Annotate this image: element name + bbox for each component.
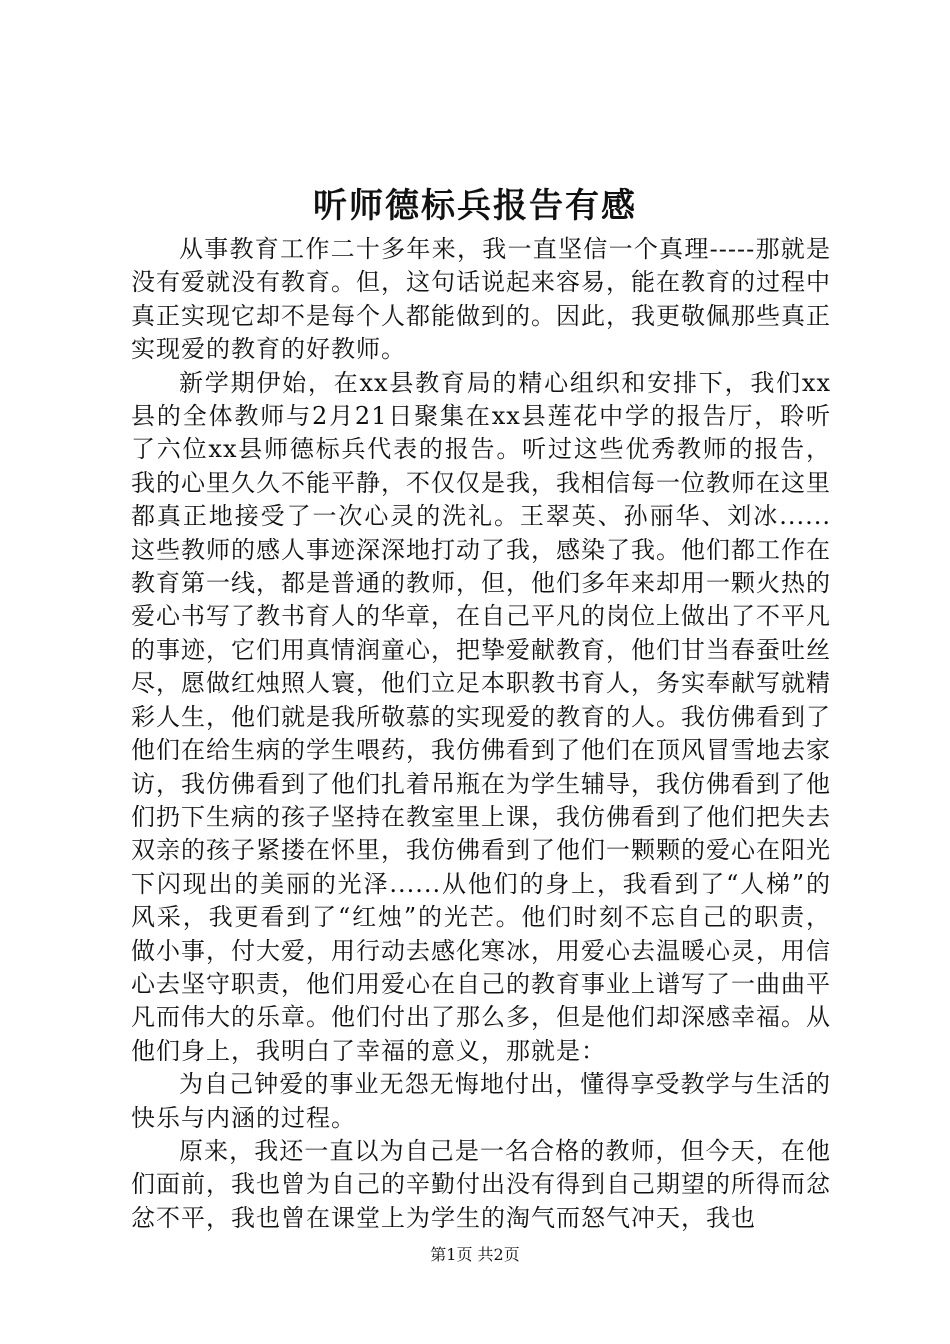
- document-body: [131, 233, 831, 1235]
- paragraph-4: 原来，我还一直以为自己是一名合格的教师，但今天，在他们面前，我也曾为自己的辛勤付出没有得到自己期望的所得而忿忿不平，我也曾在课堂上为学生的淘气而怒气冲天，我也: [131, 1136, 831, 1232]
- paragraph-1: 从事教育工作二十多年来，我一直坚信一个真理-----那就是没有爱就没有教育。但，这句话说起来容易，能在教育的过程中真正实现它却不是每个人都能做到的。因此，我更敬佩那些真正实现爱的教育的好教师。: [131, 235, 831, 364]
- document-title: 听师德标兵报告有感: [313, 186, 637, 226]
- paragraph-3: 为自己钟爱的事业无怨无悔地付出，懂得享受教学与生活的快乐与内涵的过程。: [131, 1070, 831, 1132]
- paragraph-2: 新学期伊始，在xx县教育局的精心组织和安排下，我们xx县的全体教师与2月21日聚集在xx县莲花中学的报告厅，聆听了六位xx县师德标兵代表的报告。听过这些优秀教师的报告，我的心里久久不能平静，不仅仅是我，我相信每一位教师在这里都真正地接受了一次心灵的洗礼。王翠英、孙丽华、刘冰......这些教师的感人事迹深深地打动了我，感染了我。他们都工作在教育第一线，都是普通的教师，但，他们多年来却用一颗火热的爱心书写了教书育人的华章，在自己平凡的岗位上做出了不平凡的事迹，它们用真情润童心，把挚爱献教育，他们甘当春蚕吐丝尽，愿做红烛照人寰，他们立足本职教书育人，务实奉献写就精彩人生，他们就是我所敬慕的实现爱的教育的人。我仿佛看到了他们在给生病的学生喂药，我仿佛看到了他们在顶风冒雪地去家访，我仿佛看到了他们扎着吊瓶在为学生辅导，我仿佛看到了他们扔下生病的孩子坚持在教室里上课，我仿佛看到了他们把失去双亲的孩子紧搂在怀里，我仿佛看到了他们一颗颗的爱心在阳光下闪现出的美丽的光泽......从他们的身上，我看到了“人梯”的风采，我更看到了“红烛”的光芒。他们时刻不忘自己的职责，做小事，付大爱，用行动去感化寒冰，用爱心去温暖心灵，用信心去坚守职责，他们用爱心在自己的教育事业上谱写了一曲曲平凡而伟大的乐章。他们付出了那么多，但是他们却深感幸福。从他们身上，我明白了幸福的意义，那就是：: [131, 368, 831, 1065]
- page-number-footer: 第1页 共2页: [430, 1245, 520, 1264]
